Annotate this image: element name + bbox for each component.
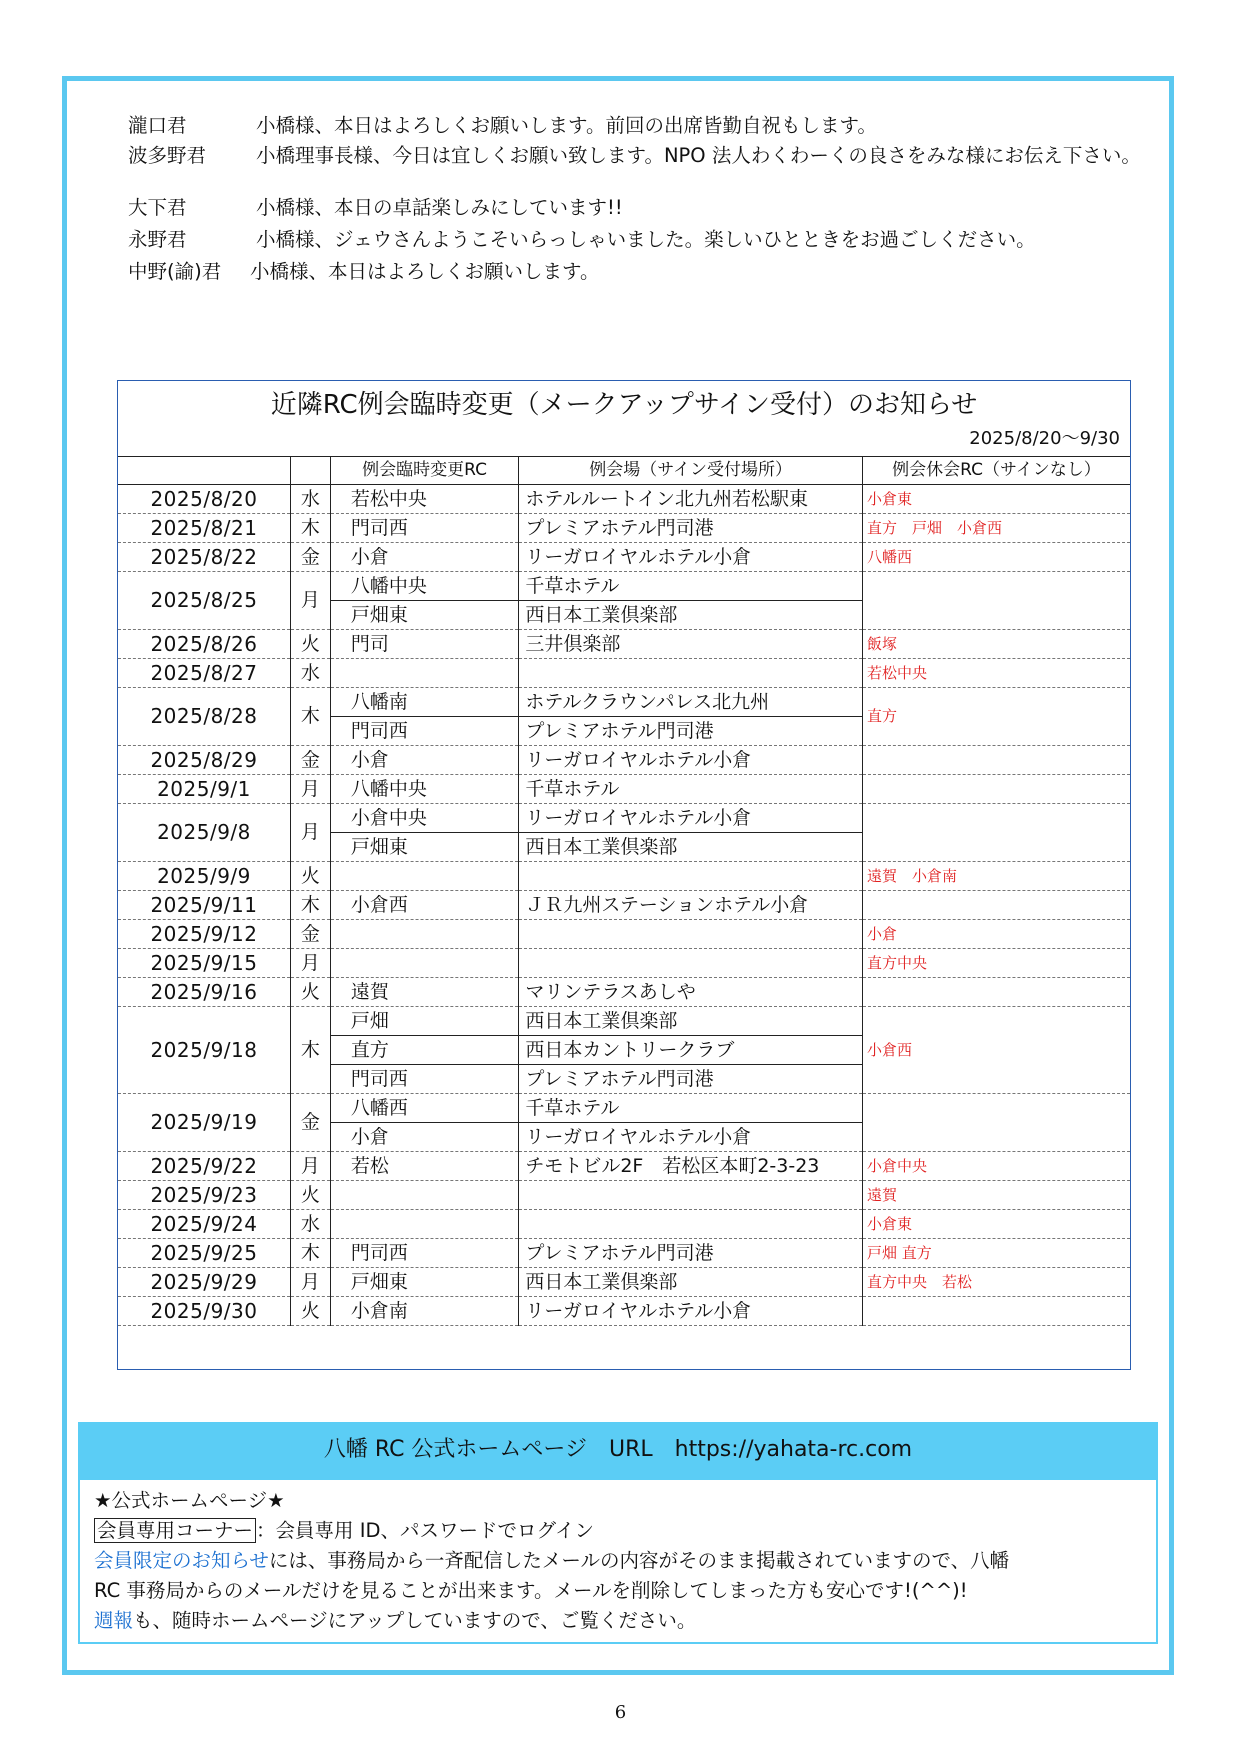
schedule-date: 2025/9/9 bbox=[118, 862, 290, 891]
schedule-club: 八幡中央 bbox=[330, 775, 518, 804]
schedule-closed-clubs: 若松中央 bbox=[862, 659, 1130, 688]
schedule-row bbox=[118, 1094, 1130, 1123]
schedule-weekday: 木 bbox=[290, 891, 330, 920]
schedule-venue: ＪＲ九州ステーションホテル小倉 bbox=[519, 891, 863, 920]
schedule-venue: ホテルルートイン北九州若松駅東 bbox=[519, 485, 863, 514]
schedule-weekday: 木 bbox=[290, 1239, 330, 1268]
schedule-club bbox=[330, 920, 518, 949]
schedule-closed-clubs: 戸畑 直方 bbox=[862, 1239, 1130, 1268]
schedule-date: 2025/8/28 bbox=[118, 688, 290, 746]
header-closed: 例会休会RC（サインなし） bbox=[862, 457, 1130, 485]
schedule-row bbox=[118, 1268, 1130, 1297]
weekly-report-link[interactable]: 週報 bbox=[94, 1609, 134, 1632]
schedule-weekday: 水 bbox=[290, 1210, 330, 1239]
header-dow bbox=[290, 457, 330, 485]
schedule-closed-clubs bbox=[862, 746, 1130, 775]
schedule-club: 若松 bbox=[330, 1152, 518, 1181]
schedule-club: 戸畑東 bbox=[330, 601, 518, 630]
schedule-date: 2025/9/22 bbox=[118, 1152, 290, 1181]
schedule-row bbox=[118, 688, 1130, 717]
schedule-venue: マリンテラスあしや bbox=[519, 978, 863, 1007]
schedule-closed-clubs: 小倉東 bbox=[862, 1210, 1130, 1239]
schedule-row bbox=[118, 978, 1130, 1007]
schedule-weekday: 火 bbox=[290, 1297, 330, 1326]
schedule-date: 2025/9/18 bbox=[118, 1007, 290, 1094]
homepage-header: 八幡 RC 公式ホームページ URL https://yahata-rc.com bbox=[78, 1422, 1158, 1478]
schedule-venue bbox=[519, 1181, 863, 1210]
schedule-row bbox=[118, 572, 1130, 601]
schedule-club: 門司西 bbox=[330, 717, 518, 746]
members-corner-label: 会員専用コーナー bbox=[94, 1518, 256, 1543]
schedule-venue: 千草ホテル bbox=[519, 775, 863, 804]
schedule-weekday: 水 bbox=[290, 485, 330, 514]
schedule-row bbox=[118, 1210, 1130, 1239]
message-text: 小橋理事長様、今日は宜しくお願い致します。NPO 法人わくわーくの良さをみな様にお伝え下さい。 bbox=[256, 144, 1141, 167]
notice-line-2: RC 事務局からのメールだけを見ることが出来ます。メールを削除してしまった方も安心です!(^^)! bbox=[94, 1579, 968, 1602]
schedule-venue: リーガロイヤルホテル小倉 bbox=[519, 746, 863, 775]
schedule-date: 2025/9/24 bbox=[118, 1210, 290, 1239]
schedule-club: 戸畑東 bbox=[330, 1268, 518, 1297]
schedule-weekday: 火 bbox=[290, 630, 330, 659]
message-author: 永野君 bbox=[128, 228, 187, 251]
schedule-date: 2025/8/26 bbox=[118, 630, 290, 659]
schedule-closed-clubs: 小倉中央 bbox=[862, 1152, 1130, 1181]
schedule-closed-clubs: 遠賀 bbox=[862, 1181, 1130, 1210]
schedule-row bbox=[118, 775, 1130, 804]
schedule-closed-clubs: 小倉 bbox=[862, 920, 1130, 949]
schedule-club: 八幡中央 bbox=[330, 572, 518, 601]
schedule-club: 八幡南 bbox=[330, 688, 518, 717]
schedule-row bbox=[118, 514, 1130, 543]
schedule-closed-clubs bbox=[862, 978, 1130, 1007]
schedule-date: 2025/9/16 bbox=[118, 978, 290, 1007]
schedule-closed-clubs: 直方 戸畑 小倉西 bbox=[862, 514, 1130, 543]
schedule-club: 遠賀 bbox=[330, 978, 518, 1007]
schedule-venue bbox=[519, 949, 863, 978]
schedule-date: 2025/8/25 bbox=[118, 572, 290, 630]
schedule-club: 小倉 bbox=[330, 1123, 518, 1152]
schedule-row bbox=[118, 1239, 1130, 1268]
schedule-date: 2025/9/19 bbox=[118, 1094, 290, 1152]
schedule-club: 小倉西 bbox=[330, 891, 518, 920]
schedule-date: 2025/8/20 bbox=[118, 485, 290, 514]
schedule-club bbox=[330, 1210, 518, 1239]
schedule-club: 門司西 bbox=[330, 1065, 518, 1094]
schedule-closed-clubs bbox=[862, 572, 1130, 630]
schedule-venue: ホテルクラウンパレス北九州 bbox=[519, 688, 863, 717]
homepage-info-box bbox=[78, 1478, 1158, 1644]
schedule-weekday: 金 bbox=[290, 746, 330, 775]
schedule-club: 八幡西 bbox=[330, 1094, 518, 1123]
schedule-table bbox=[118, 456, 1130, 1326]
schedule-club: 門司西 bbox=[330, 1239, 518, 1268]
schedule-club: 小倉中央 bbox=[330, 804, 518, 833]
schedule-venue bbox=[519, 659, 863, 688]
schedule-closed-clubs: 直方中央 bbox=[862, 949, 1130, 978]
message-author: 大下君 bbox=[128, 196, 187, 219]
schedule-club bbox=[330, 949, 518, 978]
schedule-row bbox=[118, 543, 1130, 572]
homepage-heading: ★公式ホームページ★ bbox=[94, 1489, 285, 1512]
schedule-closed-clubs bbox=[862, 1094, 1130, 1152]
schedule-venue: 三井倶楽部 bbox=[519, 630, 863, 659]
schedule-venue bbox=[519, 862, 863, 891]
schedule-weekday: 月 bbox=[290, 775, 330, 804]
schedule-closed-clubs: 小倉東 bbox=[862, 485, 1130, 514]
schedule-weekday: 月 bbox=[290, 1268, 330, 1297]
schedule-row bbox=[118, 659, 1130, 688]
schedule-weekday: 金 bbox=[290, 1094, 330, 1152]
schedule-closed-clubs bbox=[862, 891, 1130, 920]
schedule-weekday: 木 bbox=[290, 688, 330, 746]
schedule-venue: プレミアホテル門司港 bbox=[519, 514, 863, 543]
schedule-club: 小倉 bbox=[330, 543, 518, 572]
schedule-club: 門司西 bbox=[330, 514, 518, 543]
schedule-weekday: 月 bbox=[290, 1152, 330, 1181]
schedule-row bbox=[118, 630, 1130, 659]
schedule-date: 2025/8/29 bbox=[118, 746, 290, 775]
schedule-weekday: 金 bbox=[290, 543, 330, 572]
schedule-row bbox=[118, 804, 1130, 833]
schedule-club: 直方 bbox=[330, 1036, 518, 1065]
schedule-club: 門司 bbox=[330, 630, 518, 659]
schedule-date: 2025/9/25 bbox=[118, 1239, 290, 1268]
schedule-closed-clubs: 直方 bbox=[862, 688, 1130, 746]
message-text: 小橋様、本日はよろしくお願いします。前回の出席皆勤自祝もします。 bbox=[256, 114, 877, 137]
schedule-closed-clubs: 直方中央 若松 bbox=[862, 1268, 1130, 1297]
schedule-row bbox=[118, 485, 1130, 514]
schedule-weekday: 火 bbox=[290, 862, 330, 891]
schedule-closed-clubs bbox=[862, 775, 1130, 804]
members-corner-line bbox=[94, 1516, 1142, 1546]
schedule-row bbox=[118, 1297, 1130, 1326]
message-text: 小橋様、本日の卓話楽しみにしています!! bbox=[256, 196, 623, 219]
schedule-weekday: 木 bbox=[290, 1007, 330, 1094]
schedule-closed-clubs bbox=[862, 804, 1130, 862]
schedule-venue: 千草ホテル bbox=[519, 1094, 863, 1123]
schedule-weekday: 水 bbox=[290, 659, 330, 688]
schedule-club: 若松中央 bbox=[330, 485, 518, 514]
schedule-club bbox=[330, 1181, 518, 1210]
weekly-report-text: も、随時ホームページにアップしていますので、ご覧ください。 bbox=[133, 1609, 697, 1632]
schedule-row bbox=[118, 949, 1130, 978]
schedule-row bbox=[118, 746, 1130, 775]
schedule-venue: リーガロイヤルホテル小倉 bbox=[519, 1123, 863, 1152]
schedule-weekday: 月 bbox=[290, 949, 330, 978]
schedule-date: 2025/9/23 bbox=[118, 1181, 290, 1210]
schedule-venue: プレミアホテル門司港 bbox=[519, 717, 863, 746]
schedule-venue: 西日本工業倶楽部 bbox=[519, 1268, 863, 1297]
message-author: 瀧口君 bbox=[128, 114, 187, 137]
schedule-date: 2025/8/21 bbox=[118, 514, 290, 543]
members-corner-text: ：会員専用 ID、パスワードでログイン bbox=[256, 1519, 595, 1542]
weekly-line bbox=[94, 1606, 1142, 1636]
schedule-date: 2025/9/15 bbox=[118, 949, 290, 978]
members-notice-link[interactable]: 会員限定のお知らせ bbox=[94, 1549, 269, 1572]
schedule-closed-clubs bbox=[862, 1297, 1130, 1326]
schedule-venue: プレミアホテル門司港 bbox=[519, 1239, 863, 1268]
schedule-closed-clubs: 八幡西 bbox=[862, 543, 1130, 572]
schedule-weekday: 月 bbox=[290, 804, 330, 862]
schedule-venue: プレミアホテル門司港 bbox=[519, 1065, 863, 1094]
page-number: 6 bbox=[614, 1702, 627, 1723]
schedule-closed-clubs: 飯塚 bbox=[862, 630, 1130, 659]
header-club: 例会臨時変更RC bbox=[330, 457, 518, 485]
schedule-row bbox=[118, 1007, 1130, 1036]
schedule-closed-clubs: 小倉西 bbox=[862, 1007, 1130, 1094]
schedule-club: 戸畑 bbox=[330, 1007, 518, 1036]
notice-line-1 bbox=[94, 1546, 1142, 1576]
schedule-weekday: 金 bbox=[290, 920, 330, 949]
schedule-date: 2025/9/1 bbox=[118, 775, 290, 804]
message-text: 小橋様、ジェウさんようこそいらっしゃいました。楽しいひとときをお過ごしください。 bbox=[256, 228, 1036, 251]
header-date bbox=[118, 457, 290, 485]
message-author: 中野(諭)君 bbox=[128, 260, 222, 283]
schedule-club: 小倉南 bbox=[330, 1297, 518, 1326]
schedule-weekday: 木 bbox=[290, 514, 330, 543]
schedule-venue: 西日本工業倶楽部 bbox=[519, 1007, 863, 1036]
schedule-venue: チモトビル2F 若松区本町2-3-23 bbox=[519, 1152, 863, 1181]
schedule-header-row bbox=[118, 457, 1130, 485]
schedule-date: 2025/9/29 bbox=[118, 1268, 290, 1297]
schedule-row bbox=[118, 891, 1130, 920]
schedule-row bbox=[118, 1152, 1130, 1181]
schedule-row bbox=[118, 920, 1130, 949]
header-venue: 例会場（サイン受付場所） bbox=[519, 457, 863, 485]
schedule-date: 2025/9/12 bbox=[118, 920, 290, 949]
schedule-club: 戸畑東 bbox=[330, 833, 518, 862]
notice-box bbox=[117, 380, 1131, 1370]
schedule-venue: 西日本カントリークラブ bbox=[519, 1036, 863, 1065]
schedule-venue: リーガロイヤルホテル小倉 bbox=[519, 804, 863, 833]
members-notice-text: には、事務局から一斉配信したメールの内容がそのまま掲載されていますので、八幡 bbox=[268, 1549, 1010, 1572]
schedule-date: 2025/8/27 bbox=[118, 659, 290, 688]
schedule-venue: リーガロイヤルホテル小倉 bbox=[519, 1297, 863, 1326]
schedule-venue bbox=[519, 920, 863, 949]
schedule-venue: リーガロイヤルホテル小倉 bbox=[519, 543, 863, 572]
schedule-venue: 千草ホテル bbox=[519, 572, 863, 601]
message-author: 波多野君 bbox=[128, 144, 207, 167]
schedule-weekday: 火 bbox=[290, 1181, 330, 1210]
schedule-venue: 西日本工業倶楽部 bbox=[519, 833, 863, 862]
schedule-club: 小倉 bbox=[330, 746, 518, 775]
schedule-date: 2025/9/8 bbox=[118, 804, 290, 862]
schedule-date: 2025/9/11 bbox=[118, 891, 290, 920]
schedule-club bbox=[330, 659, 518, 688]
schedule-closed-clubs: 遠賀 小倉南 bbox=[862, 862, 1130, 891]
schedule-venue bbox=[519, 1210, 863, 1239]
notice-date-range: 2025/8/20～9/30 bbox=[969, 428, 1120, 449]
schedule-venue: 西日本工業倶楽部 bbox=[519, 601, 863, 630]
schedule-club bbox=[330, 862, 518, 891]
message-text: 小橋様、本日はよろしくお願いします。 bbox=[250, 260, 600, 283]
schedule-weekday: 月 bbox=[290, 572, 330, 630]
notice-title: 近隣RC例会臨時変更（メークアップサイン受付）のお知らせ bbox=[270, 390, 978, 420]
schedule-row bbox=[118, 1181, 1130, 1210]
schedule-weekday: 火 bbox=[290, 978, 330, 1007]
schedule-date: 2025/8/22 bbox=[118, 543, 290, 572]
schedule-date: 2025/9/30 bbox=[118, 1297, 290, 1326]
schedule-row bbox=[118, 862, 1130, 891]
